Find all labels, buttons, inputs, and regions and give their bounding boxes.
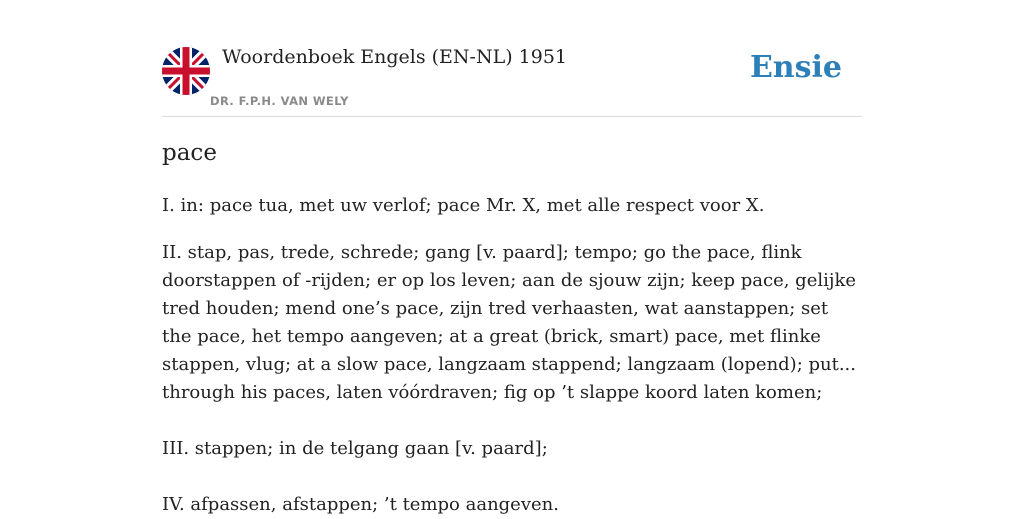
dictionary-title[interactable]: Woordenboek Engels (EN-NL) 1951 xyxy=(222,46,567,68)
entry-headword: pace xyxy=(162,140,217,166)
dictionary-card xyxy=(162,0,862,515)
entry-definitions xyxy=(162,192,862,519)
dictionary-header xyxy=(162,0,862,117)
definition-4: IV. afpassen, afstappen; ’t tempo aangeven. xyxy=(162,494,559,515)
brand-logo[interactable]: Ensie xyxy=(749,50,842,85)
definition-2: II. stap, pas, trede, schrede; gang [v. paard]; tempo; go the pace, flink doorstappen of -rijden; er op los leven; aan de sjouw zijn; keep pace, gelijke tred houden; mend one’s pace, zijn tred verhaasten, wat aanstappen; set the pace, het tempo aangeven; at a great (brick, smart) pace, met flinke stappen, vlug; at a slow pace, langzaam stappend; langzaam (lopend); put... through his paces, laten vóórdraven; fig op ’t slappe koord laten komen; xyxy=(162,242,857,403)
uk-flag-icon xyxy=(162,47,210,95)
dictionary-author: DR. F.P.H. VAN WELY xyxy=(210,94,349,108)
definition-3: III. stappen; in de telgang gaan [v. paard]; xyxy=(162,438,548,459)
definition-1: I. in: pace tua, met uw verlof; pace Mr. X, met alle respect voor X. xyxy=(162,195,765,216)
